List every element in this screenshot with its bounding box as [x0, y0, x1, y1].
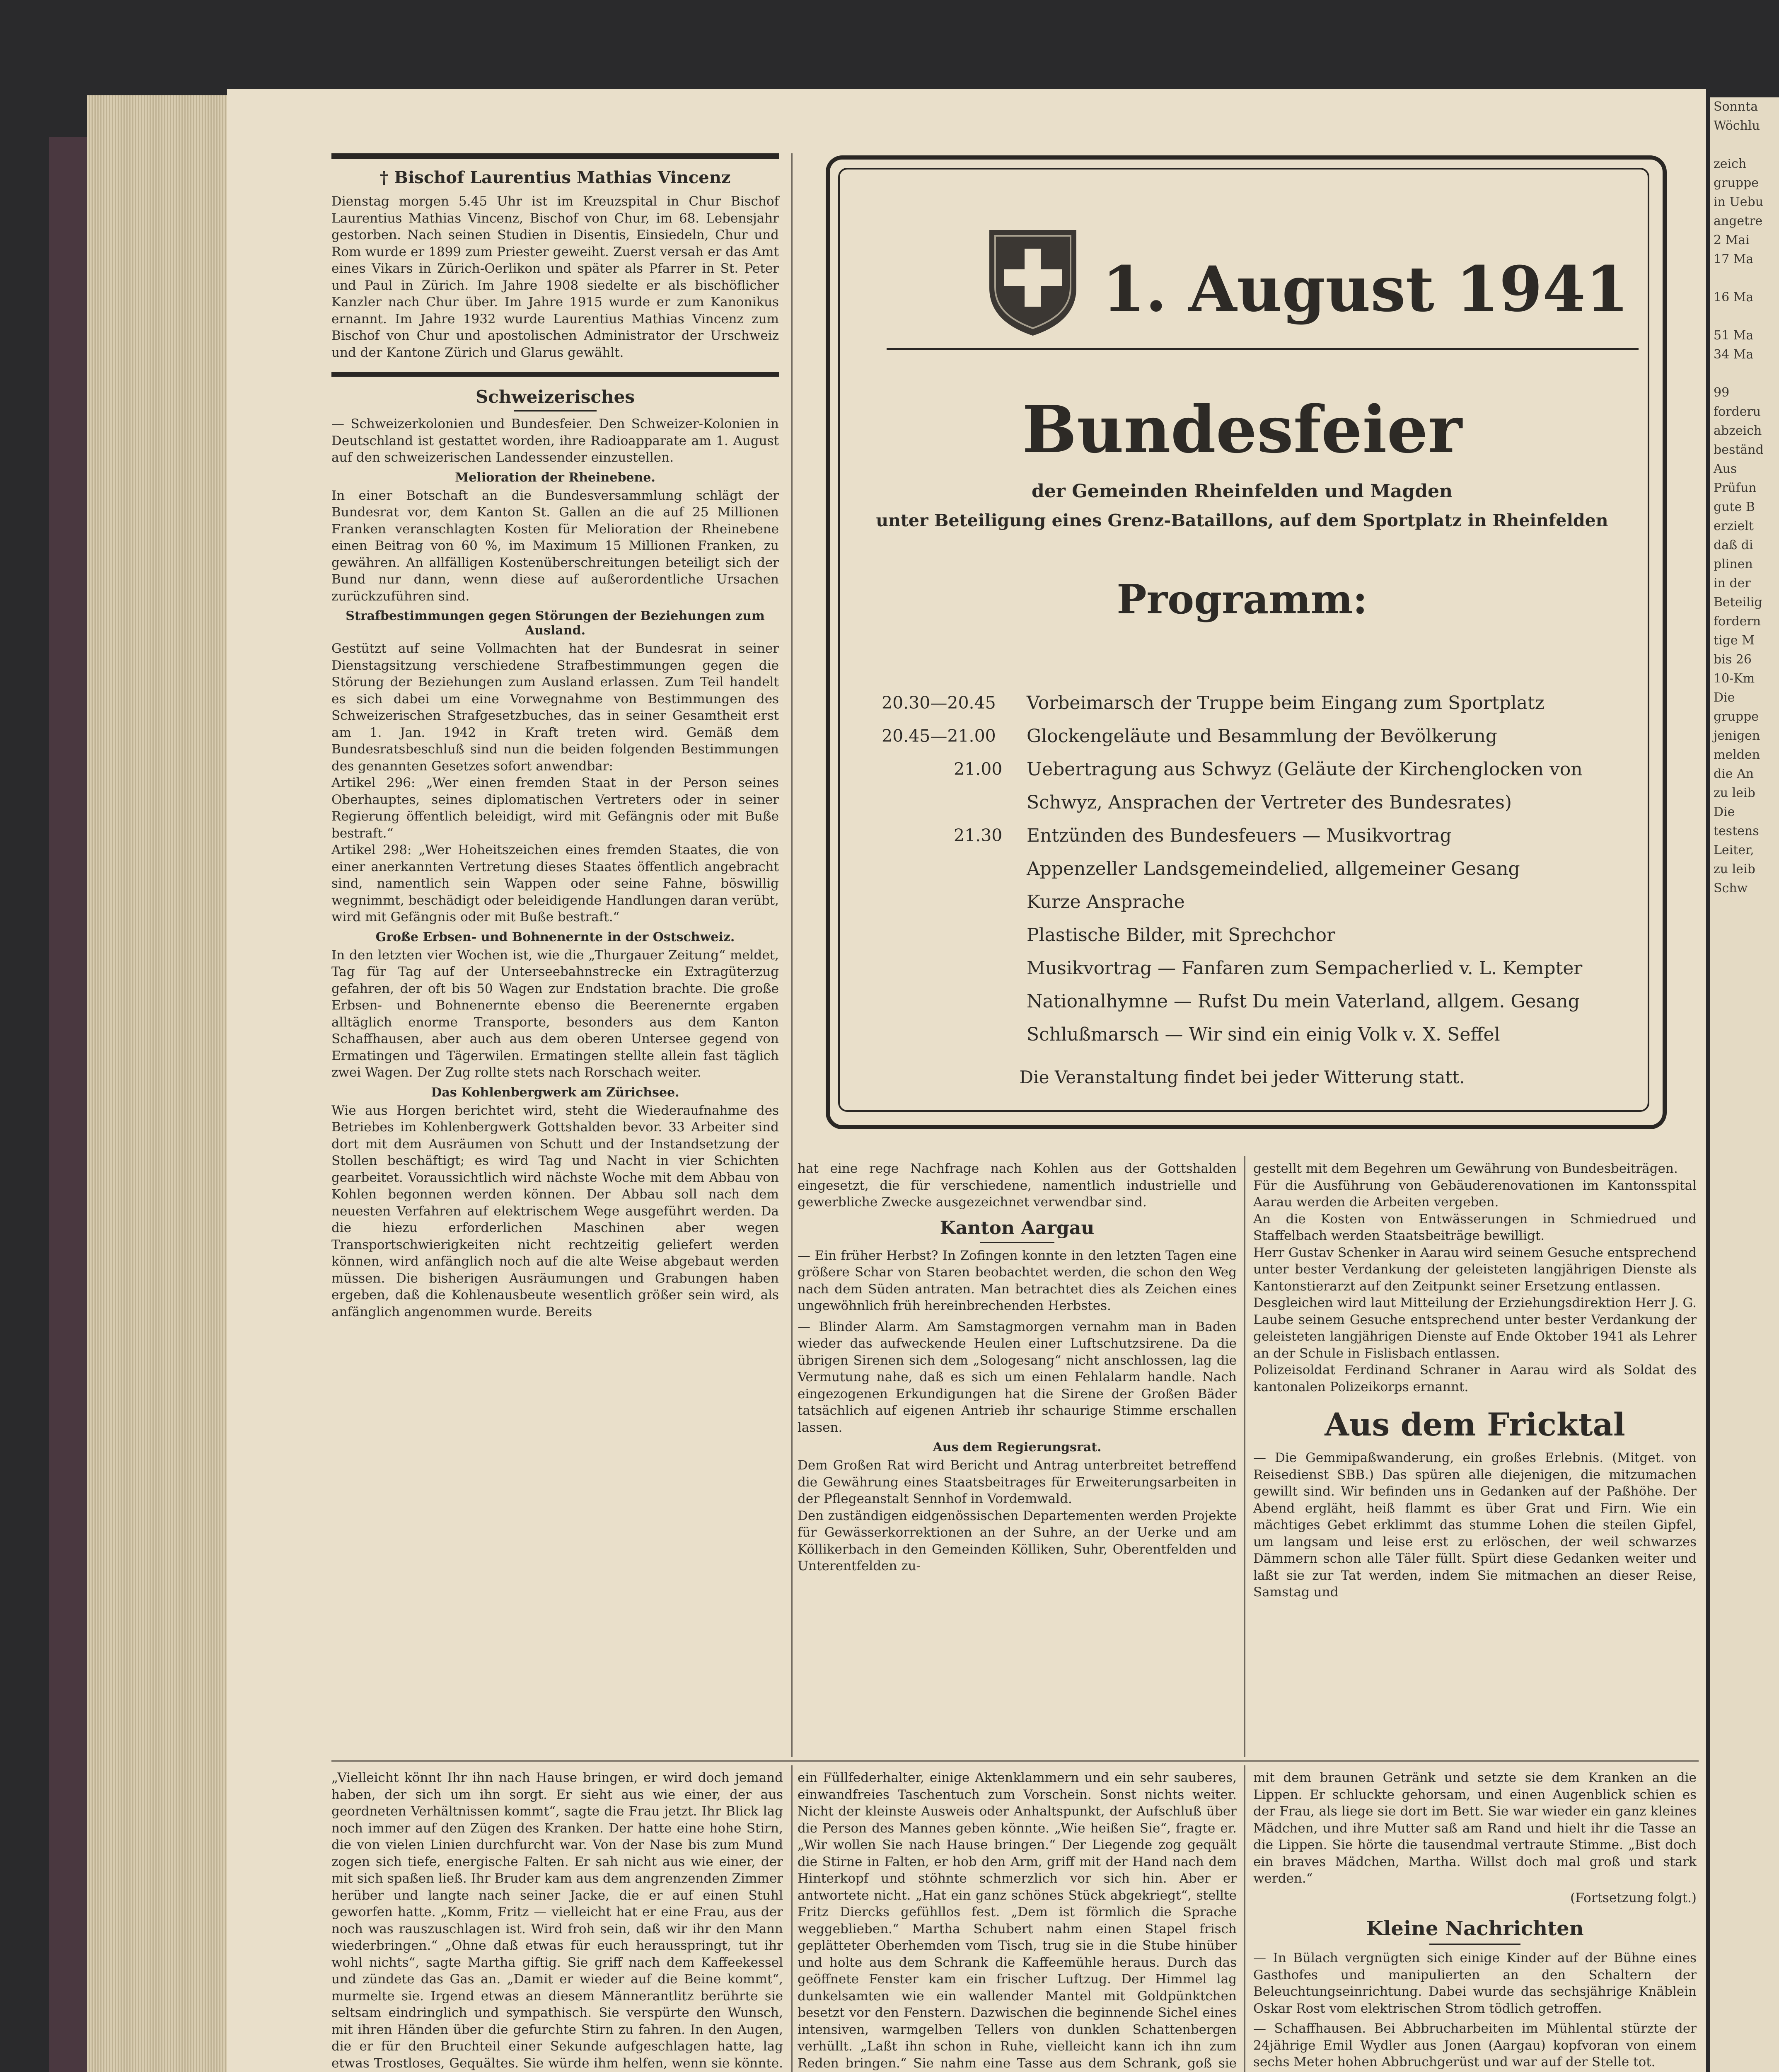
story-column-2 [798, 1769, 1237, 2072]
artikel-296: Artikel 296: „Wer einen fremden Staat in der Person seines Oberhauptes, seines diplomatischen Vertreters oder in seiner Regierung öffentlich beleidigt, wird mit Gefängnis oder mit Buße bestraft.“ [331, 775, 779, 841]
feuilleton-rule [331, 1760, 1699, 1762]
regierungsrat-item: An die Kosten von Entwässerungen in Schmiedrued und Staffelbach werden Staatsbeiträge bewilligt. [1253, 1211, 1697, 1243]
story-column-3 [1253, 1769, 1697, 2072]
regierungsrat-item: Desgleichen wird laut Mitteilung der Erziehungsdirektion Herr J. G. Laube seinem Gesuche entsprechend unter bester Verdankung der geleisteten langjährigen Dienste auf Ende Oktober 1941 als Lehrer an der Schule in Fislisbach entlassen. [1253, 1295, 1697, 1361]
neighbor-page [1710, 97, 1779, 2072]
title-underline [1429, 1944, 1520, 1945]
program-time: 20.45—21.00 [882, 726, 996, 746]
announcement-subtitle-2: unter Beteiligung eines Grenz-Bataillons, auf dem Sportplatz in Rheinfelden [876, 511, 1608, 530]
artikel-298: Artikel 298: „Wer Hoheitszeichen eines fremden Staates, die von einer anerkannten Vertretung dieses Staates öffentlich angebracht sind, namentlich sein Wappen oder seine Fahne, böswillig wegnimmt, beschädigt oder beleidigende Handlungen daran verübt, wird mit Gefängnis oder mit Buße bestraft.“ [331, 842, 779, 925]
strafbestimmungen-title: Strafbestimmungen gegen Störungen der Beziehungen zum Ausland. [346, 609, 765, 638]
bishop-text: Dienstag morgen 5.45 Uhr ist im Kreuzspital in Chur Bischof Laurentius Mathias Vincenz, Bischof von Chur, im 68. Lebensjahr gestorben. Nach seinen Studien in Disentis, Einsiedeln, Chur und Rom wurde er 1899 zum Priester geweiht. Zuerst versah er das Amt eines Vikars in Zürich-Oerlikon und später als Pfarrer in St. Peter und Paul in Zürich. Im Jahre 1908 siedelte er als bischöflicher Kanzler nach Chur über. Im Jahre 1915 wurde er zum Kanonikus ernannt. Im Jahre 1932 wurde Laurentius Mathias Vincenz zum Bischof von Chur und apostolischen Administrator der Urschweiz und der Kantone Zürich und Glarus gewählt. [331, 194, 779, 360]
announcement-footer: Die Veranstaltung findet bei jeder Witterung statt. [1019, 1067, 1465, 1087]
regierungsrat-item: Herr Gustav Schenker in Aarau wird seinem Gesuche entsprechend unter bester Verdankung der geleisteten langjährigen Dienste als Kantonstierarzt auf den Zeitpunkt seiner Ersetzung entlassen. [1253, 1245, 1697, 1294]
program-item: Vorbeimarsch der Truppe beim Eingang zum Sportplatz [1027, 692, 1545, 714]
story-text: mit dem braunen Getränk und setzte sie dem Kranken an die Lippen. Er schluckte gehorsam, und einen Augenblick schien es der Frau, als liege sie dort im Bett. Sie war wieder ein ganz kleines Mädchen, und ihre Mutter saß am Rand und hielt ihr die Tasse an die Lippen. Sie hörte die tausendmal vertraute Stimme. „Bist doch ein braves Mädchen, Martha. Willst doch mal groß und stark werden.“ [1253, 1770, 1697, 1886]
regierungsrat-continuation: gestellt mit dem Begehren um Gewährung von Bundesbeiträgen. [1253, 1161, 1678, 1176]
program-item: Schlußmarsch — Wir sind ein einig Volk v. X. Seffel [1027, 1024, 1500, 1045]
bundesfeier-title: Bundesfeier [1022, 392, 1462, 467]
announcement-subtitle-1: der Gemeinden Rheinfelden und Magden [1032, 481, 1453, 502]
programm-label: Programm: [1117, 576, 1368, 623]
bishop-title: † Bischof Laurentius Mathias Vincenz [379, 168, 731, 187]
kolonien-text: — Schweizerkolonien und Bundesfeier. Den Schweizer-Kolonien in Deutschland ist gestattet worden, ihre Radioapparate am 1. August auf den schweizerischen Landessender einzustellen. [331, 416, 779, 465]
melioration-text: In einer Botschaft an die Bundesversammlung schlägt der Bundesrat vor, dem Kanton St. Gallen an die auf 25 Millionen Franken veranschlagten Kosten für Melioration der Rheinebene einen Beitrag von 60 %, im Maximum 15 Millionen Franken, zu gewähren. An allfälligen Kostenüberschreitungen beteiligt sich der Bund nur dann, wenn diese auf außerordentliche Ursachen zurückzuführen sind. [331, 488, 779, 604]
page-edges [87, 95, 236, 2072]
story-column-1 [331, 1769, 783, 2072]
kanton-aargau-title: Kanton Aargau [940, 1217, 1095, 1239]
program-item: Entzünden des Bundesfeuers — Musikvortrag [1027, 825, 1452, 846]
herbst-text: — Ein früher Herbst? In Zofingen konnte in den letzten Tagen eine größere Schar von Staren beobachtet werden, die schon den Weg nach dem Süden antraten. Man betrachtet dies als Zeichen eines ungewöhnlich früh hereinbrechenden Herbstes. [798, 1248, 1237, 1313]
column-top-rule [331, 153, 779, 159]
melioration-title: Melioration der Rheinebene. [455, 470, 655, 485]
ernte-title: Große Erbsen- und Bohnenernte in der Ostschweiz. [375, 929, 735, 944]
kohlen-continuation: hat eine rege Nachfrage nach Kohlen aus der Gottshalden eingesetzt, die für verschiedene, namentlich industrielle und gewerbliche Zwecke ausgezeichnet verwendbar sind. [798, 1161, 1237, 1210]
regierungsrat-title: Aus dem Regierungsrat. [933, 1440, 1102, 1455]
program-item: Kurze Ansprache [1027, 891, 1185, 913]
kohlenbergwerk-title: Das Kohlenbergwerk am Zürichsee. [431, 1085, 679, 1100]
regierungsrat-text-1: Dem Großen Rat wird Bericht und Antrag unterbreitet betreffend die Gewährung eines Staatsbeitrages für Erweiterungsarbeiten in der Pflegeanstalt Sennhof in Vordemwald. [798, 1458, 1237, 1506]
ernte-text: In den letzten vier Wochen ist, wie die „Thurgauer Zeitung“ meldet, Tag für Tag auf der Unterseebahnstrecke ein Extragüterzug gefahren, der oft bis 50 Wagen zur Endstation brachte. Die große Erbsen- und Bohnenernte ebenso die Beerenernte ergaben alltäglich enorme Transporte, besonders aus dem Kanton Schaffhausen, aber auch aus dem oberen Untersee gegend von Ermatingen und Tägerwilen. Ermatingen stellte allein fast täglich zwei Wagen. Der Zug rollte stets nach Rorschach weiter. [331, 947, 779, 1080]
program-item: Plastische Bilder, mit Sprechchor [1027, 925, 1336, 946]
left-column [331, 168, 779, 1320]
program-item: Musikvortrag — Fanfaren zum Sempacherlied v. L. Kempter [1027, 958, 1583, 979]
program-item: Schwyz, Ansprachen der Vertreter des Bundesrates) [1027, 792, 1512, 813]
column-divider [791, 153, 793, 1757]
story-text: ein Füllfederhalter, einige Aktenklammern und ein sehr sauberes, einwandfreies Taschentuch zum Vorschein. Sonst nichts weiter. Nicht der kleinste Ausweis oder Anhaltspunkt, der Aufschluß über die Person des Mannes geben könnte. „Wie heißen Sie“, fragte er. „Wir wollen Sie nach Hause bringen.“ Der Liegende zog gequält die Stirne in Falten, er hob den Arm, griff mit der Hand nach dem Hinterkopf und stöhnte schmerzlich vor sich hin. Aber er antwortete nicht. „Hat ein ganz schönes Stück abgekriegt“, stellte Fritz Diercks gefühllos fest. „Dem ist förmlich die Sprache weggeblieben.“ Martha Schubert nahm einen Stapel frisch geplätteter Oberhemden vom Tisch, trug sie in die Stube hinüber und holte aus dem Schrank die Kaffeemühle heraus. Durch das geöffnete Fenster kam ein frischer Luftzug. Der Himmel lag dunkelsamten wie ein wallender Mantel mit Goldpünktchen besetzt vor den Fenstern. Dazwischen die beginnende Sichel eines intensiven, warmgelben Tellers von dunklen Schattenbergen verhüllt. „Laßt ihn schon in Ruhe, vielleicht kann ich ihn zum Reden bringen.“ Sie nahm eine Tasse aus dem Schrank, goß sie [798, 1770, 1237, 2071]
fricktal-text: — Die Gemmipaßwanderung, ein großes Erlebnis. (Mitget. von Reisedienst SBB.) Das spüren alle diejenigen, die mitzumachen gewillt sind. Wir befinden uns in Gedanken auf der Paßhöhe. Der Abend ergläht, heiß flammt es über Grat und Firn. Wie ein mächtiges Gebet erklimmt das stumme Lohen die steilen Gipfel, um langsam und leise erst zu erlöschen, der weil schwarzes Dämmern schon alle Täler füllt. Spürt diese Gedanken weiter und laßt sie zur Tat werden, indem Sie mitmachen an dieser Reise, Samstag und [1253, 1450, 1697, 1600]
program-item: Uebertragung aus Schwyz (Geläute der Kirchenglocken von [1027, 759, 1583, 780]
title-underline [980, 1242, 1054, 1243]
fortsetzung-note: (Fortsetzung folgt.) [1570, 1890, 1697, 1905]
fricktal-title: Aus dem Fricktal [1325, 1406, 1625, 1443]
announcement-date: 1. August 1941 [1102, 253, 1629, 326]
program-item: Appenzeller Landsgemeindelied, allgemeiner Gesang [1027, 858, 1520, 879]
kleine-nachricht: — In Bülach vergnügten sich einige Kinder auf der Bühne eines Gasthofes und manipulierten an den Schaltern der Beleuchtungseinrichtung. Dabei wurde das sechsjährige Knäblein Oskar Rost vom elektrischen Strom tödlich getroffen. [1253, 1951, 1697, 2016]
regierungsrat-item: Für die Ausführung von Gebäuderenovationen im Kantonsspital Aarau werden die Arbeiten vergeben. [1253, 1178, 1697, 1210]
column-divider [1244, 1156, 1245, 1757]
program-time: 20.30—20.45 [882, 693, 996, 713]
program-time: 21.30 [954, 825, 1003, 845]
column-divider [791, 1765, 793, 2072]
kleine-nachrichten-title: Kleine Nachrichten [1366, 1917, 1584, 1940]
right-column [1253, 1160, 1697, 1601]
column-divider [1244, 1765, 1245, 2072]
kohlenbergwerk-text: Wie aus Horgen berichtet wird, steht die Wiederaufnahme des Betriebes im Kohlenbergwerk Gottshalden bevor. 33 Arbeiter sind dort mit dem Ausräumen von Schutt und der Instandsetzung der Stollen beschäftigt; es wird Tag und Nacht in vier Schichten gearbeitet. Voraussichtlich wird nächste Woche mit dem Abbau von Kohlen begonnen werden können. Der Abbau soll nach dem neuesten Verfahren auf elektrischem Wege ausgeführt werden. Da die hiezu erforderlichen Maschinen aber wegen Transportschwierigkeiten nicht rechtzeitig geliefert werden können, wird anfänglich noch auf die alte Weise abgebaut werden müssen. Die bisherigen Ausräumungen und Grabungen haben ergeben, daß die Kohlenausbeute wesentlich größer sein wird, als anfänglich angenommen wurde. Bereits [331, 1103, 779, 1319]
title-underline [514, 410, 597, 411]
program-item: Glockengeläute und Besammlung der Bevölkerung [1027, 726, 1497, 747]
program-item: Nationalhymne — Rufst Du mein Vaterland, allgem. Gesang [1027, 991, 1580, 1012]
kleine-nachricht: — Schaffhausen. Bei Abbrucharbeiten im Mühlental stürzte der 24jährige Emil Wydler aus Jonen (Aargau) kopfvoran von einem sechs Meter hohen Abbruchgerüst und war auf der Stelle tot. [1253, 2021, 1697, 2070]
date-rule [887, 348, 1639, 350]
story-text: „Vielleicht könnt Ihr ihn nach Hause bringen, er wird doch jemand haben, der sich um ihn sorgt. Er sieht aus wie einer, der aus geordneten Verhältnissen kommt“, sagte die Frau jetzt. Ihr Blick lag noch immer auf den Zügen des Kranken. Der hatte eine hohe Stirn, die von vielen Linien durchfurcht war. Von der Nase bis zum Mund zogen sich tiefe, energische Falten. Er sah nicht aus wie einer, der mit sich spaßen ließ. Ihr Bruder kam aus dem angrenzenden Zimmer herüber und langte nach seiner Jacke, die er auf einen Stuhl geworfen hatte. „Komm, Fritz — vielleicht hat er eine Frau, aus der noch was rauszuschlagen ist. Wird froh sein, daß wir ihr den Mann wiederbringen.“ „Ohne daß etwas für euch herausspringt, tut ihr wohl nichts“, sagte Martha giftig. Sie griff nach dem Kaffeekessel und zündete das Gas an. „Damit er wieder auf die Beine kommt“, murmelte sie. Irgend etwas an diesem Männerantlitz berührte sie seltsam eindringlich und sympathisch. Sie verspürte den Wunsch, mit ihren Händen über die gefurchte Stirn zu fahren. In den Augen, die er für den Bruchteil einer Sekunde aufgeschlagen hatte, lag etwas Trostloses, Gequältes. Sie würde ihm helfen, wenn sie könnte. [331, 1770, 783, 2071]
regierungsrat-item: Polizeisoldat Ferdinand Schraner in Aarau wird als Soldat des kantonalen Polizeikorps ernannt. [1253, 1363, 1697, 1394]
middle-column [798, 1160, 1237, 1575]
alarm-text: — Blinder Alarm. Am Samstagmorgen vernahm man in Baden wieder das aufweckende Heulen einer Luftschutzsirene. Da die übrigen Sirenen sich dem „Sologesang“ nicht anschlossen, lag die Vermutung nahe, daß es sich um einen Fehlalarm handle. Nach eingezogenen Erkundigungen hat die Sirene der Großen Bäder tatsächlich auf eigenen Antrieb ihr schaurige Stimme erschallen lassen. [798, 1319, 1237, 1435]
book-binding [49, 137, 90, 2072]
program-time: 21.00 [954, 759, 1003, 779]
neighbor-page-text: Sonnta Wöchlu zeich gruppe in Uebu angetre 2 Mai 17 Ma 16 Ma 51 Ma 34 Ma 99 forderu abzeich beständ Aus Prüfun gute B erzielt daß di plinen in der Beteilig fordern tige M bis 26 10-Km Die gruppe jenigen melden die An zu leib Die testens Leiter, zu leib Schw [1714, 99, 1764, 896]
regierungsrat-text-2: Den zuständigen eidgenössischen Departementen werden Projekte für Gewässerkorrektionen an der Suhre, an der Uerke und am Köllikerbach in den Gemeinden Kölliken, Suhr, Oberentfelden und Unterentfelden zu- [798, 1508, 1237, 1573]
swiss-cross-shield-icon [985, 226, 1080, 338]
schweizerisches-title: Schweizerisches [475, 387, 635, 407]
section-divider [331, 361, 779, 377]
strafbestimmungen-text: Gestützt auf seine Vollmachten hat der Bundesrat in seiner Dienstagsitzung verschiedene Strafbestimmungen gegen die Störung der Beziehungen zum Ausland erlassen. Zum Teil handelt es sich dabei um eine Vorwegnahme von Bestimmungen des Schweizerischen Strafgesetzbuches, das in seiner Gesamtheit erst am 1. Jan. 1942 in Kraft treten wird. Gemäß dem Bundesratsbeschluß sind nun die beiden folgenden Bestimmungen des genannten Gesetzes sofort anwendbar: [331, 641, 779, 774]
